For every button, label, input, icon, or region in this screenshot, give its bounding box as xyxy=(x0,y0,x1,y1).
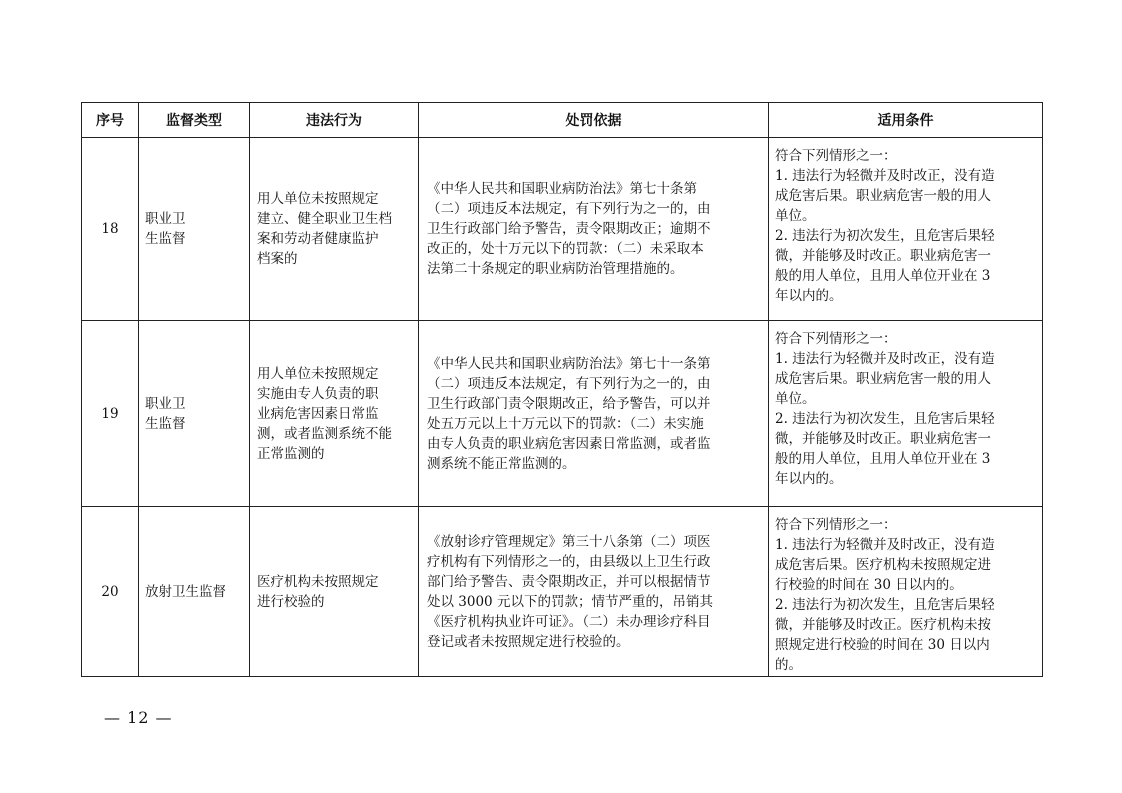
text-line: 行校验的时间在 30 日以内的。 xyxy=(775,577,963,593)
text-line: 登记或者未按照规定进行校验的。 xyxy=(427,633,630,650)
text-line: 微，并能够及时改正。职业病危害一 xyxy=(775,431,991,447)
table-row xyxy=(82,321,1043,507)
text-line: 符合下列情形之一： xyxy=(775,148,897,164)
text-line: 法第二十条规定的职业病防治管理措施的。 xyxy=(427,261,684,277)
text-line: 1. 违法行为轻微并及时改正，没有造 xyxy=(775,537,995,553)
text-line: 放射卫生监督 xyxy=(145,583,226,600)
table-row xyxy=(82,138,1043,321)
text-line: （二）项违反本法规定，有下列行为之一的，由 xyxy=(427,201,711,217)
text-line: 业病危害因素日常监 xyxy=(257,405,379,422)
header-applicable-conditions: 适用条件 xyxy=(769,103,1043,138)
text-line: 符合下列情形之一： xyxy=(775,517,897,533)
row-number: 20 xyxy=(82,507,139,677)
violation-cell xyxy=(250,507,419,677)
text-line: 部门给予警告、责令限期改正，并可以根据情节 xyxy=(427,573,711,590)
text-line: 用人单位未按照规定 xyxy=(257,365,379,382)
violation-cell xyxy=(250,321,419,507)
text-line: 2. 违法行为初次发生，且危害后果轻 xyxy=(775,228,995,244)
violation-cell xyxy=(250,138,419,321)
text-line: 微，并能够及时改正。医疗机构未按 xyxy=(775,617,991,633)
text-line: 的。 xyxy=(775,657,802,673)
text-line: 案和劳动者健康监护 xyxy=(257,231,379,247)
text-line: 处五万元以上十万元以下的罚款：（二）未实施 xyxy=(427,415,704,432)
text-line: 单位。 xyxy=(775,391,816,407)
conditions-cell xyxy=(769,138,1043,321)
text-line: 照规定进行校验的时间在 30 日以内 xyxy=(775,637,990,653)
text-line: 1. 违法行为轻微并及时改正，没有造 xyxy=(775,351,995,367)
text-line: 正常监测的 xyxy=(257,445,325,462)
text-line: 改正的，处十万元以下的罚款：（二）未采取本 xyxy=(427,241,704,257)
text-line: 2. 违法行为初次发生，且危害后果轻 xyxy=(775,411,995,427)
text-line: 成危害后果。职业病危害一般的用人 xyxy=(775,371,991,387)
text-line: 职业卫 xyxy=(145,395,186,412)
text-line: 年以内的。 xyxy=(775,471,843,487)
text-line: 成危害后果。医疗机构未按照规定进 xyxy=(775,557,991,573)
text-line: 进行校验的 xyxy=(257,593,325,610)
text-line: 由专人负责的职业病危害因素日常监测，或者监 xyxy=(427,435,711,452)
penalty-basis-cell xyxy=(419,138,769,321)
text-line: 生监督 xyxy=(145,231,186,247)
page-number: — 12 — xyxy=(104,708,173,727)
header-serial-number: 序号 xyxy=(82,103,139,138)
text-line: （二）项违反本法规定，有下列行为之一的，由 xyxy=(427,375,711,392)
text-line: 单位。 xyxy=(775,208,816,224)
text-line: 般的用人单位，且用人单位开业在 3 xyxy=(775,268,991,284)
text-line: 1. 违法行为轻微并及时改正，没有造 xyxy=(775,168,995,184)
text-line: 成危害后果。职业病危害一般的用人 xyxy=(775,188,991,204)
header-penalty-basis: 处罚依据 xyxy=(419,103,769,138)
text-line: 疗机构有下列情形之一的，由县级以上卫生行政 xyxy=(427,553,711,570)
text-line: 般的用人单位，且用人单位开业在 3 xyxy=(775,451,991,467)
text-line: 职业卫 xyxy=(145,211,186,227)
text-line: 《医疗机构执业许可证》。（二）未办理诊疗科目 xyxy=(427,613,711,630)
text-line: 符合下列情形之一： xyxy=(775,331,897,347)
header-violation: 违法行为 xyxy=(250,103,419,138)
text-line: 《中华人民共和国职业病防治法》第七十一条第 xyxy=(427,355,711,372)
table-row xyxy=(82,507,1043,677)
penalty-basis-cell xyxy=(419,507,769,677)
table-header-row xyxy=(82,103,1043,138)
supervision-type-cell xyxy=(139,138,250,321)
text-line: 生监督 xyxy=(145,415,186,432)
text-line: 处以 3000 元以下的罚款；情节严重的，吊销其 xyxy=(427,593,713,610)
text-line: 建立、健全职业卫生档 xyxy=(257,211,392,227)
text-line: 《放射诊疗管理规定》第三十八条第（二）项医 xyxy=(427,533,711,550)
penalty-table xyxy=(81,102,1043,677)
text-line: 微，并能够及时改正。职业病危害一 xyxy=(775,248,991,264)
conditions-cell xyxy=(769,507,1043,677)
text-line: 年以内的。 xyxy=(775,288,843,304)
supervision-type-cell xyxy=(139,321,250,507)
text-line: 档案的 xyxy=(257,251,298,267)
text-line: 卫生行政部门责令限期改正，给予警告，可以并 xyxy=(427,395,711,412)
text-line: 测，或者监测系统不能 xyxy=(257,425,392,442)
text-line: 医疗机构未按照规定 xyxy=(257,573,379,590)
penalty-basis-cell xyxy=(419,321,769,507)
text-line: 用人单位未按照规定 xyxy=(257,191,379,207)
supervision-type-cell xyxy=(139,507,250,677)
text-line: 2. 违法行为初次发生，且危害后果轻 xyxy=(775,597,995,613)
text-line: 实施由专人负责的职 xyxy=(257,385,379,402)
conditions-cell xyxy=(769,321,1043,507)
row-number: 19 xyxy=(82,321,139,507)
text-line: 《中华人民共和国职业病防治法》第七十条第 xyxy=(427,181,697,197)
header-supervision-type: 监督类型 xyxy=(139,103,250,138)
row-number: 18 xyxy=(82,138,139,321)
text-line: 卫生行政部门给予警告，责令限期改正；逾期不 xyxy=(427,221,711,237)
text-line: 测系统不能正常监测的。 xyxy=(427,455,576,472)
